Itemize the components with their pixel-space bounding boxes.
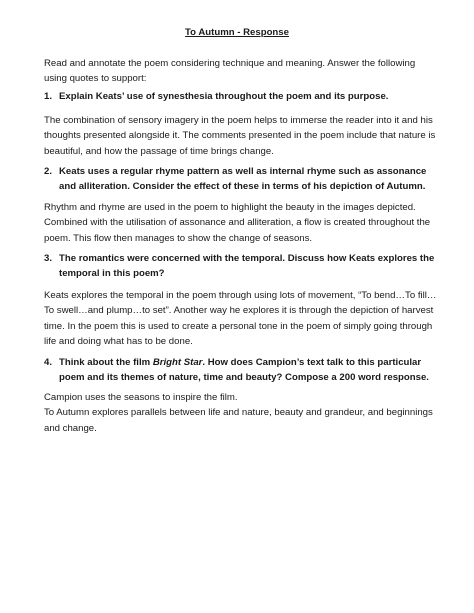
question-3-text: The romantics were concerned with the temporal. Discuss how Keats explores the temporal in this poem? [59,253,435,280]
question-1-text: Explain Keats’ use of synesthesia throughout the poem and its purpose. [59,91,389,102]
answer-4 [44,390,439,436]
question-3-number: 3. [44,253,53,264]
answer-4-line-1: Campion uses the seasons to inspire the film. [44,392,238,403]
intro-text: Read and annotate the poem considering technique and meaning. Answer the following using quotes to support: [44,58,416,85]
answer-2: Rhythm and rhyme are used in the poem to highlight the beauty in the images depicted. Combined with the utilisation of assonance and alliteration, a flow is created throughout the poem. This flow then manages to show the change of seasons. [44,202,431,244]
question-3 [44,251,439,282]
question-4-text [59,355,439,386]
question-4 [44,355,439,386]
answer-1: The combination of sensory imagery in the poem helps to immerse the reader into it and his thoughts presented alongside it. The comments presented in the poem include that nature is beautiful, and how the passage of time brings change. [44,115,436,157]
question-4-text-before: Think about the film [59,357,153,368]
film-title: Bright Star [152,357,203,368]
question-2-number: 2. [44,166,53,177]
question-1 [44,89,439,104]
question-1-number: 1. [44,91,53,102]
page-title: To Autumn - Response [185,27,289,38]
question-2-text: Keats uses a regular rhyme pattern as well as internal rhyme such as assonance and alliteration. Consider the effect of these in terms of his depiction of Autumn. [59,166,427,193]
question-2 [44,164,439,195]
question-4-text-after: . How does Campion’s text talk to this particular poem and its themes of nature, time and beauty? Compose a 200 word response. [59,357,429,384]
question-4-number: 4. [44,357,53,368]
answer-3: Keats explores the temporal in the poem through using lots of movement, “To bend…To fill…To swell…and plump…to set”. Another way he explores it is through the depiction of harvest time. In the poem this is used to create a personal tone in the poem of simply going through life and doing what has to be done. [44,290,437,348]
answer-4-line-2: To Autumn explores parallels between life and nature, beauty and grandeur, and beginnings and change. [44,407,433,434]
